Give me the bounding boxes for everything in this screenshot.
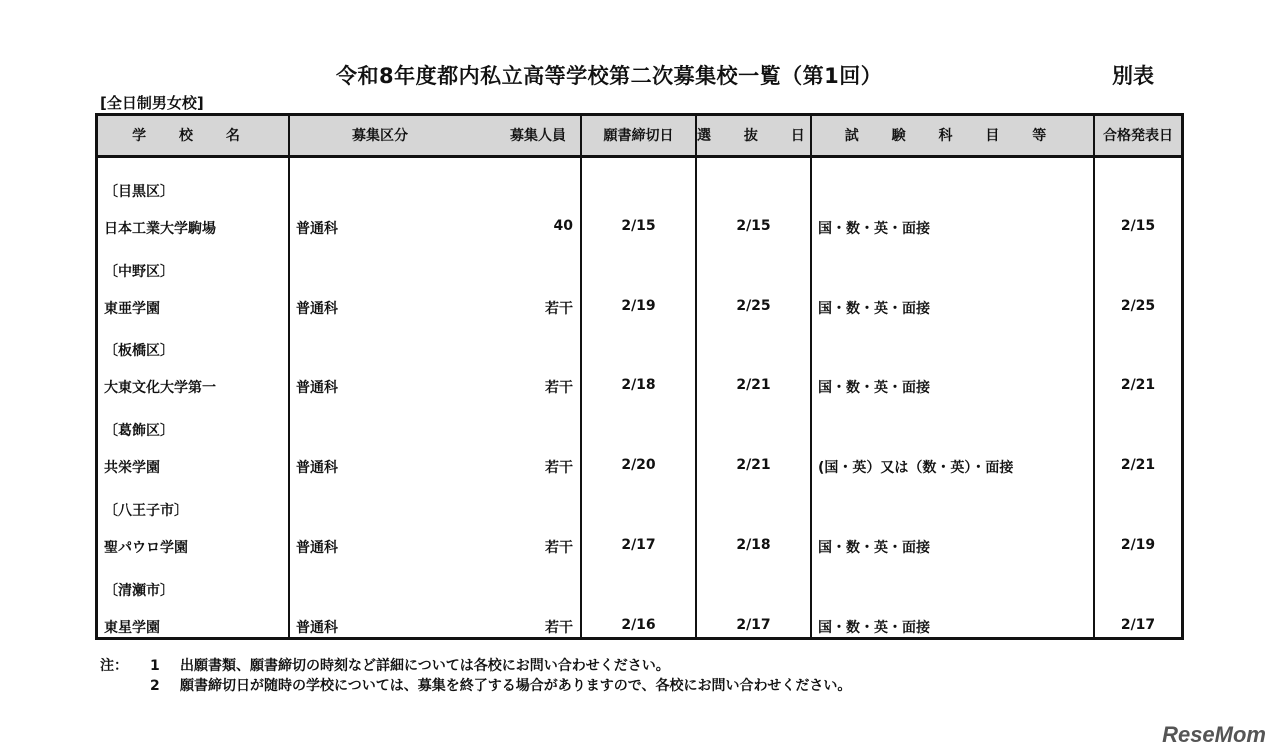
cell-deadline bbox=[581, 237, 696, 317]
count-value: 若干 bbox=[545, 300, 573, 317]
selection-value: 2/17 bbox=[736, 617, 771, 634]
header-deadline: 願書締切日 bbox=[581, 116, 696, 156]
cell-result bbox=[1094, 156, 1181, 237]
school-name: 東星学園 bbox=[104, 620, 160, 637]
header-count: 募集人員 bbox=[510, 128, 566, 145]
deadline-value: 2/15 bbox=[621, 217, 656, 234]
cell-result bbox=[1094, 397, 1181, 477]
cell-selection bbox=[696, 557, 811, 637]
cell-school bbox=[98, 557, 289, 637]
cell-selection bbox=[696, 477, 811, 557]
ward-label: 〔八王子市〕 bbox=[104, 503, 188, 520]
recruitment-table bbox=[95, 113, 1184, 640]
cell-subjects bbox=[811, 317, 1094, 397]
cell-kubun bbox=[289, 557, 581, 637]
kubun-value: 普通科 bbox=[296, 380, 338, 397]
header-subjects: 試 験 科 目 等 bbox=[811, 116, 1094, 156]
table-header-row bbox=[98, 116, 1181, 156]
count-value: 若干 bbox=[545, 380, 573, 397]
ward-label: 〔目黒区〕 bbox=[104, 183, 174, 200]
cell-deadline bbox=[581, 156, 696, 237]
cell-school bbox=[98, 156, 289, 237]
selection-value: 2/21 bbox=[736, 377, 771, 394]
kubun-value: 普通科 bbox=[296, 460, 338, 477]
school-name: 聖パウロ学園 bbox=[104, 540, 188, 557]
selection-value: 2/21 bbox=[736, 457, 771, 474]
selection-value: 2/15 bbox=[736, 217, 771, 234]
cell-result bbox=[1094, 557, 1181, 637]
ward-label: 〔清瀬市〕 bbox=[104, 583, 174, 600]
table-row bbox=[98, 477, 1181, 557]
cell-subjects bbox=[811, 237, 1094, 317]
cell-kubun bbox=[289, 156, 581, 237]
note-item bbox=[100, 656, 851, 676]
school-name: 大東文化大学第一 bbox=[104, 380, 216, 397]
cell-kubun bbox=[289, 397, 581, 477]
cell-deadline bbox=[581, 317, 696, 397]
cell-result bbox=[1094, 317, 1181, 397]
count-value: 若干 bbox=[545, 460, 573, 477]
ward-label: 〔葛飾区〕 bbox=[104, 423, 174, 440]
selection-value: 2/18 bbox=[736, 537, 771, 554]
table-row bbox=[98, 317, 1181, 397]
cell-subjects bbox=[811, 477, 1094, 557]
deadline-value: 2/19 bbox=[621, 297, 656, 314]
table-row bbox=[98, 557, 1181, 637]
note-text: 願書締切日が随時の学校については、募集を終了する場合がありますので、各校にお問い合わせください。 bbox=[180, 678, 852, 694]
page-title: 令和8年度都内私立高等学校第二次募集校一覧（第1回） bbox=[336, 64, 883, 88]
subjects-value: 国・数・英・面接 bbox=[818, 220, 930, 237]
deadline-value: 2/18 bbox=[621, 377, 656, 394]
result-value: 2/21 bbox=[1120, 457, 1156, 474]
cell-school bbox=[98, 237, 289, 317]
notes-lead: 注： bbox=[100, 658, 128, 674]
cell-selection bbox=[696, 237, 811, 317]
table-row bbox=[98, 156, 1181, 237]
table-row bbox=[98, 237, 1181, 317]
school-category-label: [全日制男女校] bbox=[100, 94, 204, 112]
cell-deadline bbox=[581, 477, 696, 557]
cell-subjects bbox=[811, 156, 1094, 237]
header-kubun-count bbox=[289, 116, 581, 156]
deadline-value: 2/17 bbox=[621, 537, 656, 554]
subjects-value: 国・数・英・面接 bbox=[818, 540, 930, 557]
cell-subjects bbox=[811, 397, 1094, 477]
cell-result bbox=[1094, 477, 1181, 557]
school-name: 共栄学園 bbox=[104, 460, 160, 477]
result-value: 2/17 bbox=[1120, 617, 1156, 634]
school-name: 東亜学園 bbox=[104, 300, 160, 317]
cell-subjects bbox=[811, 557, 1094, 637]
cell-kubun bbox=[289, 317, 581, 397]
result-value: 2/25 bbox=[1120, 297, 1156, 314]
subjects-value: 国・数・英・面接 bbox=[818, 300, 930, 317]
cell-deadline bbox=[581, 557, 696, 637]
result-value: 2/21 bbox=[1120, 377, 1156, 394]
resemom-logo: ReseMom bbox=[1162, 722, 1266, 747]
deadline-value: 2/16 bbox=[621, 617, 656, 634]
school-name: 日本工業大学駒場 bbox=[104, 220, 216, 237]
count-value: 40 bbox=[553, 217, 573, 234]
cell-deadline bbox=[581, 397, 696, 477]
cell-result bbox=[1094, 237, 1181, 317]
cell-selection bbox=[696, 317, 811, 397]
cell-selection bbox=[696, 397, 811, 477]
result-value: 2/19 bbox=[1120, 537, 1156, 554]
note-number: 1 bbox=[150, 658, 160, 674]
cell-school bbox=[98, 317, 289, 397]
note-text: 出願書類、願書締切の時刻など詳細については各校にお問い合わせください。 bbox=[180, 658, 670, 674]
kubun-value: 普通科 bbox=[296, 620, 338, 637]
cell-school bbox=[98, 397, 289, 477]
cell-kubun bbox=[289, 477, 581, 557]
notes bbox=[100, 656, 851, 696]
count-value: 若干 bbox=[545, 540, 573, 557]
kubun-value: 普通科 bbox=[296, 300, 338, 317]
subjects-value: (国・英）又は（数・英）・面接 bbox=[818, 460, 1014, 477]
result-value: 2/15 bbox=[1120, 217, 1156, 234]
cell-kubun bbox=[289, 237, 581, 317]
note-item bbox=[100, 676, 851, 696]
cell-selection bbox=[696, 156, 811, 237]
ward-label: 〔板橋区〕 bbox=[104, 343, 174, 360]
appendix-label: 別表 bbox=[1112, 64, 1154, 88]
table-row bbox=[98, 397, 1181, 477]
kubun-value: 普通科 bbox=[296, 220, 338, 237]
count-value: 若干 bbox=[545, 620, 573, 637]
header-kubun: 募集区分 bbox=[352, 128, 408, 145]
deadline-value: 2/20 bbox=[621, 457, 656, 474]
ward-label: 〔中野区〕 bbox=[104, 263, 174, 280]
header-selection: 選 抜 日 bbox=[696, 116, 811, 156]
cell-school bbox=[98, 477, 289, 557]
selection-value: 2/25 bbox=[736, 297, 771, 314]
kubun-value: 普通科 bbox=[296, 540, 338, 557]
subjects-value: 国・数・英・面接 bbox=[818, 620, 930, 637]
header-school-name: 学 校 名 bbox=[98, 116, 289, 156]
note-number: 2 bbox=[150, 678, 160, 694]
subjects-value: 国・数・英・面接 bbox=[818, 380, 930, 397]
header-result: 合格発表日 bbox=[1094, 116, 1181, 156]
